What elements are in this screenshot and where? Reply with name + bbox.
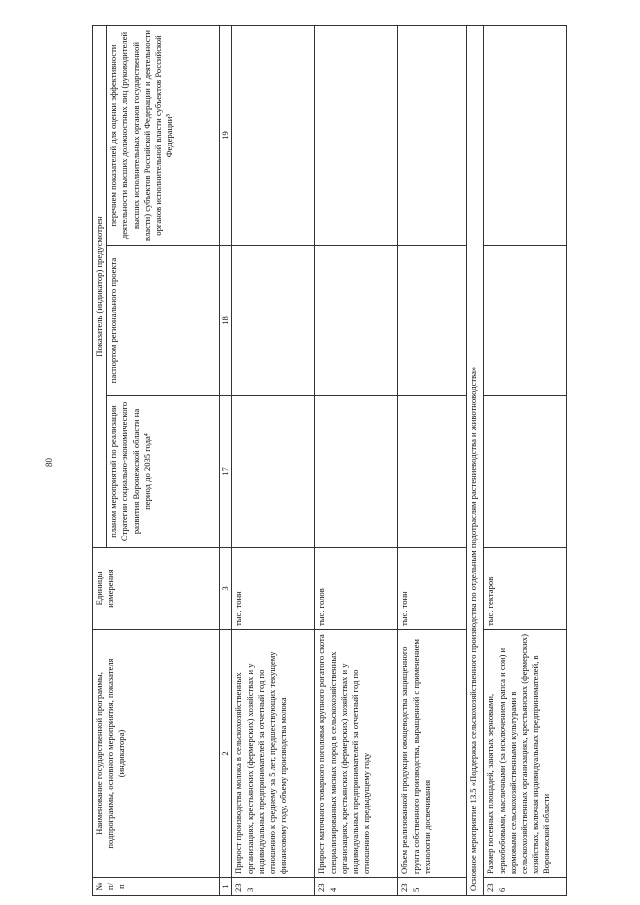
row-number: 233 [232,878,315,896]
page-number: 80 [44,458,54,467]
col-index: 19 [220,26,232,246]
header-col17: планом мероприятий по реализации Стратегии социально-экономического развития Воронежской области на период до 2035 года⁴ [107,396,220,548]
col-index: 3 [220,548,232,630]
row-cell-19 [484,26,567,246]
row-number: 236 [484,878,567,896]
table-row [484,26,567,896]
header-row [93,26,107,896]
row-cell-19 [232,26,315,246]
section-title: Основное мероприятие 13.5 «Поддержка сельскохозяйственного производства по отдельным подотраслям растениеводства и животноводства» [467,26,484,896]
row-cell-17 [484,396,567,548]
rotated-page [92,26,614,896]
row-cell-17 [315,396,398,548]
row-cell-17 [232,396,315,548]
table-row [398,26,467,896]
row-unit: тыс. тонн [398,548,467,630]
col-index: 18 [220,246,232,396]
header-col19: перечнем показателей для оценки эффективности деятельности высших должностных лиц (руководителей высших исполнительных органов государственной власти) субъектов Российской Федерации и деятельности органов исполнительной власти субъектов Российской Федерации⁵ [107,26,220,246]
row-indicator-name: Прирост производства молока в сельскохозяйственных организациях, крестьянских (фермерских) хозяйствах и у индивидуальных предпринимателей за отчетный год по отношению к среднему за 5 лет, предшествующих текущему финансовому году, объему производства молока [232,630,315,878]
row-indicator-name: Прирост маточного товарного поголовья крупного рогатого скота специализированных мясных пород в сельскохозяйственных организациях, крестьянских (фермерских) хозяйствах и у индивидуальных предпринимателей за отчетный год по отношению к предыдущему году [315,630,398,878]
row-cell-19 [315,26,398,246]
row-cell-17 [398,396,467,548]
col-index: 2 [220,630,232,878]
row-cell-18 [484,246,567,396]
row-cell-19 [398,26,467,246]
section-row [467,26,484,896]
row-indicator-name: Размер посевных площадей, занятых зерновыми, зернобобовыми, масличными (за исключением рапса и сои) и кормовыми сельскохозяйственными культурами в сельскохозяйственных организациях, крестьянских (фермерских) хозяйствах, включая индивидуальных предпринимателей, в Воронежской области [484,630,567,878]
row-number: 235 [398,878,467,896]
row-indicator-name: Объем реализованной продукции овощеводства защищенного грунта собственного производства, выращенной с применением технологии досвечивания [398,630,467,878]
row-cell-18 [232,246,315,396]
col-index: 1 [220,878,232,896]
header-name: Наименование государственной программы, подпрограммы, основного мероприятия, показателя (индикатора) [93,630,220,878]
row-cell-18 [315,246,398,396]
header-col18: паспортом регионального проекта [107,246,220,396]
row-unit: тыс. гектаров [484,548,567,630]
row-unit: тыс. голов [315,548,398,630]
row-cell-18 [398,246,467,396]
indicator-table [92,25,567,896]
row-unit: тыс. тонн [232,548,315,630]
row-number: 234 [315,878,398,896]
table-row [232,26,315,896]
header-unit: Единицы измерения [93,548,220,630]
column-index-row [220,26,232,896]
header-num: № п/п [93,878,220,896]
col-index: 17 [220,396,232,548]
header-indicator-group: Показатель (индикатор) предусмотрен [93,26,107,548]
table-row [315,26,398,896]
